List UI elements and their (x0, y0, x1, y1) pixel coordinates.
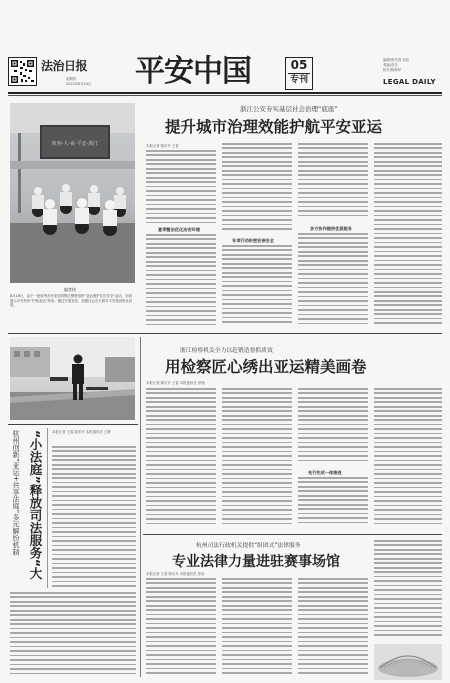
legal-daily-label: LEGAL DAILY (383, 78, 436, 86)
article4-col3 (298, 578, 368, 678)
article2-col1 (146, 388, 216, 530)
article4-headline: 专业法律力量进驻赛事场馆 (172, 554, 340, 570)
masthead-rule-thin (8, 95, 442, 96)
article2-headline: 用检察匠心绣出亚运精美画卷 (165, 358, 367, 376)
article1-kicker: 浙江公安夯实基层社会治理“底座” (240, 105, 338, 113)
article1-byline: 本报记者 陈东升 王春 (146, 144, 179, 148)
photo-screen-text: 杭州·大·夜·平安·浙江 (51, 141, 99, 147)
editor-line-3: 校对/陈海华 (383, 68, 402, 72)
article3-col1 (52, 446, 136, 589)
article4-col1 (146, 578, 216, 678)
qr-code (8, 57, 37, 86)
editor-line-1: 编辑/蔡长春 刘洁 (383, 58, 409, 62)
article2-kicker: 浙江检察机关全力以赴锻造督抓质效 (180, 348, 273, 354)
article1-col2b (222, 245, 292, 329)
article2-col2 (222, 388, 292, 530)
paper-name: 法治日报 (41, 59, 88, 73)
article2-subhead-1: 先行先试一体推进 (308, 470, 342, 475)
article1-col2 (222, 143, 292, 235)
article1-col1 (146, 150, 216, 225)
article1-caption-title: 编者按 (64, 287, 76, 292)
masthead-rule (8, 92, 442, 94)
article4-col4 (374, 540, 442, 640)
article3-byline: 本报记者 王春 陈东升 本报通讯员 王静 (52, 430, 111, 434)
article4-col2 (222, 578, 292, 678)
left-column-rule (140, 337, 141, 677)
article2-col3b (298, 477, 368, 530)
editor-line-2: 美编/高岳 (383, 63, 398, 67)
article1-subhead-3: 多方协作提供优质服务 (310, 226, 352, 231)
article3-bottom-text (10, 592, 136, 678)
section-title: 平安中国 (135, 54, 251, 89)
article2-col3 (298, 388, 368, 466)
article4-byline: 本报记者 王春 陈东升 本报通讯员 张岩 (146, 572, 205, 576)
article3-vertical-subtitle: 杭州创新“亚运+共享法庭”多元解纷机制 (12, 430, 20, 556)
article1-subhead-2: 专项行动织密安保安全 (232, 238, 274, 243)
article2-photo (10, 337, 135, 420)
date-line-1: 星期四 (66, 77, 77, 81)
article1-col1b (146, 234, 216, 329)
section-number-box (285, 57, 313, 90)
section-label: 专刊 (289, 75, 308, 85)
article4-top-rule (143, 534, 442, 535)
article3-vertical-headline: “小法庭”释放司法服务“大 (28, 430, 43, 580)
article1-col3b (298, 233, 368, 329)
article1-photo (10, 103, 135, 283)
article1-headline: 提升城市治理效能护航平安亚运 (165, 118, 383, 136)
article4-kicker: 杭州司法行政机关提供“组团式”法律服务 (196, 543, 301, 549)
date-line-2: 2023年8月24日 (66, 82, 92, 86)
section-number: 05 (290, 58, 308, 72)
article1-bottom-rule (8, 333, 442, 334)
article1-subhead-1: 夏季整治优化治安环境 (158, 227, 200, 232)
article2-byline: 本报记者 陈东升 王春 本报通讯员 徐翔 (146, 381, 205, 385)
article4-photo (374, 644, 442, 680)
article1-col4 (374, 143, 442, 329)
article1-caption: 8月18日，由于一批杭州市民来到拱墅区警察组织“亚运维护社区安全”活动，全面展示平安杭州“护航亚运”风采。通过开展宣传，加强社会各方面对平安建设的认同感。 (10, 294, 133, 308)
article3-top-rule (8, 424, 138, 425)
article1-col3 (298, 143, 368, 223)
article3-vertical-rule (47, 428, 48, 588)
article2-col4 (374, 388, 442, 530)
